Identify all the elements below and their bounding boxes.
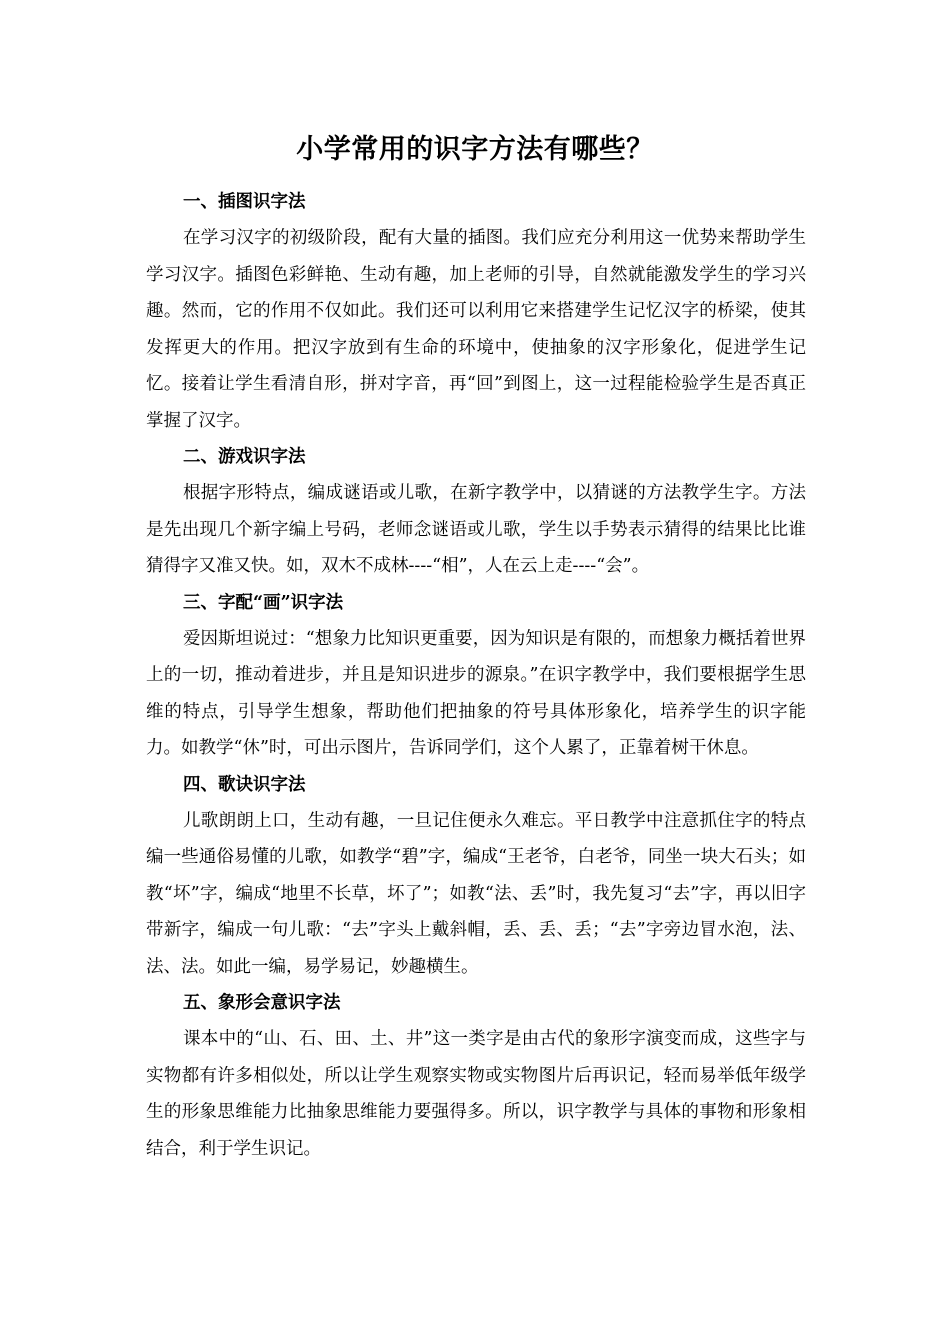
section-illustration-method <box>146 184 806 439</box>
section-heading: 一、插图识字法 <box>183 192 306 212</box>
section-paragraph: 爱因斯坦说过：“想象力比知识更重要，因为知识是有限的，而想象力概括着世界上的一切，推动着进步，并且是知识进步的源泉。”在识字教学中，我们要根据学生思维的特点，引导学生想象，帮助他们把抽象的符号具体形象化，培养学生的识字能力。如教学“休”时，可出示图片，告诉同学们，这个人累了，正靠着树干休息。 <box>146 628 806 758</box>
section-paragraph: 儿歌朗朗上口，生动有趣，一旦记住便永久难忘。平日教学中注意抓住字的特点编一些通俗易懂的儿歌，如教学“碧”字，编成“王老爷，白老爷，同坐一块大石头；如教“坏”字，编成“地里不长草，坏了”；如教“法、丢”时，我先复习“去”字，再以旧字带新字，编成一句儿歌：“去”字头上戴斜帽，丢、丢、丢；“去”字旁边冒水泡，法、法、法。如此一编，易学易记，妙趣横生。 <box>146 810 806 977</box>
section-picture-method <box>146 585 806 767</box>
section-rhyme-method <box>146 767 806 986</box>
section-heading: 四、歌诀识字法 <box>183 774 306 795</box>
section-paragraph: 在学习汉字的初级阶段，配有大量的插图。我们应充分利用这一优势来帮助学生学习汉字。插图色彩鲜艳、生动有趣，加上老师的引导，自然就能激发学生的学习兴趣。然而，它的作用不仅如此。我们还可以利用它来搭建学生记忆汉字的桥梁，使其发挥更大的作用。把汉字放到有生命的环境中，使抽象的汉字形象化，促进学生记忆。接着让学生看清自形，拼对字音，再“回”到图上，这一过程能检验学生是否真正掌握了汉字。 <box>146 228 806 431</box>
section-game-method <box>146 439 806 585</box>
document-title: 小学常用的识字方法有哪些？ <box>296 134 654 165</box>
section-paragraph: 课本中的“山、石、田、土、井”这一类字是由古代的象形字演变而成，这些字与实物都有许多相似处，所以让学生观察实物或实物图片后再识记，轻而易举低年级学生的形象思维能力比抽象思维能力要强得多。所以，识字教学与具体的事物和形象相结合，利于学生识记。 <box>146 1029 806 1159</box>
section-paragraph: 根据字形特点，编成谜语或儿歌，在新字教学中，以猜谜的方法教学生字。方法是先出现几个新字编上号码，老师念谜语或儿歌，学生以手势表示猜得的结果比比谁猜得字又准又快。如，双木不成林----“相”，人在云上走----“会”。 <box>146 483 806 576</box>
section-heading: 五、象形会意识字法 <box>183 993 341 1013</box>
section-heading: 三、字配“画”识字法 <box>183 592 344 613</box>
document-body <box>146 184 806 1167</box>
section-heading: 二、游戏识字法 <box>183 447 306 467</box>
section-pictograph-method <box>146 985 806 1167</box>
